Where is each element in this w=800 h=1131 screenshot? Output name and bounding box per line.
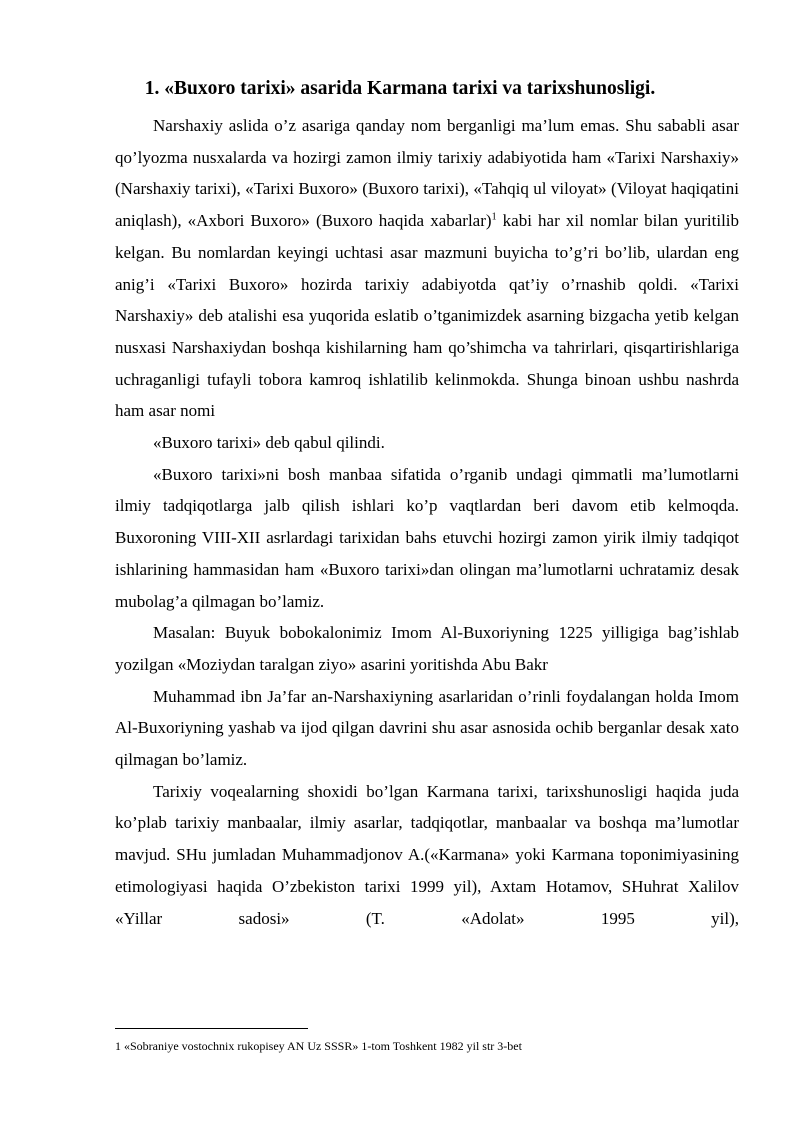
section-title: 1. «Buxoro tarixi» asarida Karmana tarixi va tarixshunosligi. — [144, 78, 656, 99]
paragraph-1-text: Narshaxiy aslida o’z asariga qanday nom berganligi ma’lum emas. Shu sababli asar qo’lyozma nusxalarda va hozirgi zamon ilmiy tarixiy adabiyotida ham «Tarixi Narshaxiy» (Narshaxiy tarixi), «Tarixi Buxoro» (Buxoro tarixi), «Tahqiq ul viloyat» (Viloyat haqiqatini aniqlash), «Axbori Buxoro» (Buxoro haqida xabarlar) — [115, 116, 739, 231]
paragraph-2: «Buxoro tarixi» deb qabul qilindi. — [153, 433, 385, 453]
paragraph-4: Masalan: Buyuk bobokalonimiz Imom Al-Buxoriyning 1225 yilligiga bag’ishlab yozilgan «Moziydan taralgan ziyo» asarini yoritishda Abu Bakr — [115, 623, 739, 674]
paragraph-1 — [115, 110, 739, 427]
body-text — [115, 110, 739, 934]
paragraph-1-continuation: kabi har xil nomlar bilan yuritilib kelgan. Bu nomlardan keyingi uchtasi asar mazmuni buyicha to’g’ri bo’lib, ulardan eng anig’i «Tarixi Buxoro» hozirda tarixiy adabiyotda qat’iy o’rnashib qoldi. «Tarixi Narshaxiy» deb atalishi esa yuqorida eslatib o’tganimizdek asarning bizgacha yetib kelgan nusxasi Narshaxiydan boshqa kishilarning ham qo’shimcha va tahrirlari, qisqartirishlariga uchraganligi tufayli tobora kamroq ishlatilib kelinmokda. Shunga binoan ushbu nashrda ham asar nomi — [115, 211, 740, 421]
paragraph-5: Muhammad ibn Ja’far an-Narshaxiyning asarlaridan o’rinli foydalangan holda Imom Al-Buxoriyning yashab va ijod qilgan davrini shu asar asnosida ochib berganlar desak xato qilmagan bo’lamiz. — [115, 686, 739, 770]
footnote-text: 1 «Sobraniye vostochnix rukopisey AN Uz SSSR» 1-tom Toshkent 1982 yil str 3-bet — [115, 1039, 522, 1053]
paragraph-6: Tarixiy voqealarning shoxidi bo’lgan Karmana tarixi, tarixshunosligi haqida juda ko’plab tarixiy manbaalar, ilmiy asarlar, tadqiqotlar, manbaalar va boshqa ma’lumotlar mavjud. SHu jumladan Muhammadjonov A.(«Karmana» yoki Karmana toponimiyasining etimologiyasi haqida O’zbekiston tarixi 1999 yil), Axtam Hotamov, SHuhrat Xalilov «Yillar sadosi» (T. «Adolat» 1995 yil), — [115, 781, 739, 928]
footnote-reference[interactable]: 1 — [491, 211, 497, 223]
footnote-separator — [115, 1028, 308, 1029]
paragraph-3: «Buxoro tarixi»ni bosh manbaa sifatida o’rganib undagi qimmatli ma’lumotlarni ilmiy tadqiqotlarga jalb qilish ishlari ko’p vaqtlardan beri davom etib kelmoqda. Buxoroning VIII-XII asrlardagi tarixidan bahs etuvchi hozirgi zamon yirik ilmiy tadqiqot ishlarining hammasidan ham «Buxoro tarixi»dan olingan ma’lumotlarni uchratamiz desak mubolag’a qilmagan bo’lamiz. — [115, 464, 739, 611]
